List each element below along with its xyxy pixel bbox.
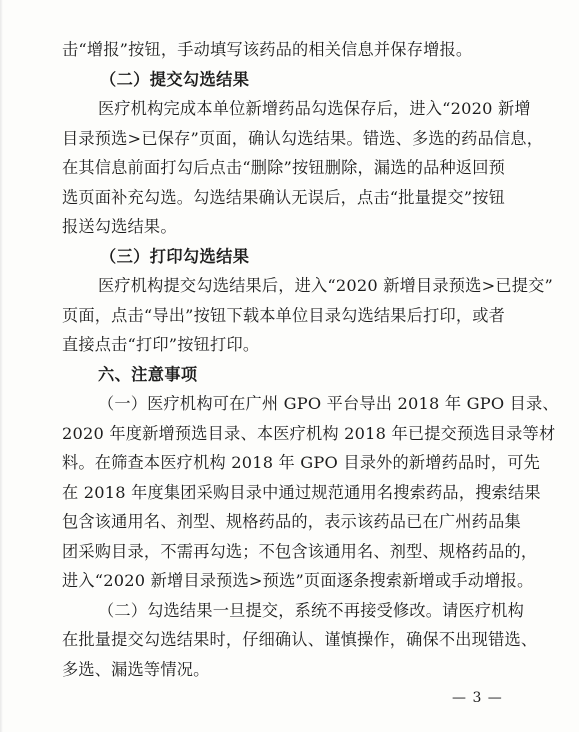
paragraph-line-21: 在批量提交勾选结果时，仔细确认、谨慎操作，确保不出现错选、	[62, 630, 538, 649]
paragraph-line-5: 在其信息前面打勾后点击“删除”按钮删除，漏选的品种返回预	[62, 158, 506, 177]
section-heading-submit: （二）提交勾选结果	[100, 70, 250, 89]
section-heading-notes: 六、注意事项	[98, 365, 198, 384]
paragraph-line-11: 直接点击“打印”按钮打印。	[62, 335, 260, 354]
paragraph-line-16: 在 2018 年度集团采购目录中通过规范通用名搜索药品，搜索结果	[62, 483, 541, 502]
paragraph-line-10: 页面，点击“导出”按钮下载本单位目录勾选结果后打印，或者	[62, 306, 506, 325]
paragraph-line-22: 多选、漏选等情况。	[62, 660, 210, 679]
scan-edge	[0, 0, 3, 732]
page-number: — 3 —	[452, 690, 503, 706]
paragraph-line-17: 包含该通用名、剂型、规格药品的，表示该药品已在广州药品集	[62, 512, 521, 531]
paragraph-line-7: 报送勾选结果。	[62, 217, 177, 236]
paragraph-line-13: （一）医疗机构可在广州 GPO 平台导出 2018 年 GPO 目录、	[98, 394, 559, 413]
paragraph-line-18: 团采购目录，不需再勾选；不包含该通用名、剂型、规格药品的，	[62, 542, 538, 561]
paragraph-line-19: 进入“2020 新增目录预选>预选”页面逐条搜索新增或手动增报。	[62, 571, 534, 590]
paragraph-line-15: 料。在筛查本医疗机构 2018 年 GPO 目录外的新增药品时，可先	[62, 453, 540, 472]
section-heading-print: （三）打印勾选结果	[100, 247, 250, 266]
paragraph-line-1: 击“增报”按钮，手动填写该药品的相关信息并保存增报。	[62, 40, 473, 59]
paragraph-line-14: 2020 年度新增预选目录、本医疗机构 2018 年已提交预选目录等材	[62, 424, 556, 443]
paragraph-line-6: 选页面补充勾选。勾选结果确认无误后，点击“批量提交”按钮	[62, 188, 506, 207]
paragraph-line-20: （二）勾选结果一旦提交，系统不再接受修改。请医疗机构	[98, 601, 525, 620]
paragraph-line-9: 医疗机构提交勾选结果后，进入“2020 新增目录预选>已提交”	[98, 276, 553, 295]
paragraph-line-4: 目录预选>已保存”页面，确认勾选结果。错选、多选的药品信息，	[62, 129, 544, 148]
paragraph-line-3: 医疗机构完成本单位新增药品勾选保存后，进入“2020 新增	[98, 99, 531, 118]
